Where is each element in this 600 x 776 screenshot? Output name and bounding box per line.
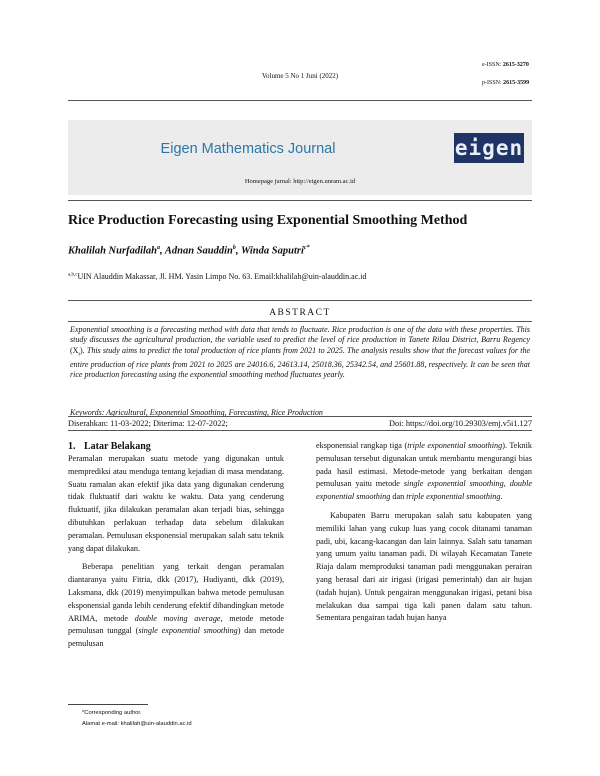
keywords-rule	[68, 416, 532, 417]
abstract-text	[70, 325, 530, 381]
abstract-part: Exponential smoothing is a forecasting method with data that tends to fluctuate. Rice production is one of the data with these properties. This study discusses the agricultural production, the variable used to predict the level of rice production in Tanete Rilau District, Barru Regency	[70, 325, 530, 345]
paragraph	[68, 561, 284, 651]
author-name: Winda Saputri	[240, 245, 304, 257]
keywords: Keywords: Agricultural, Exponential Smoothing, Forecasting, Rice Production	[70, 408, 323, 417]
text-run: Beberapa penelitian yang terkait dengan peramalan diantaranya yaitu Fitria, dkk (2017), Hudiyanti, dkk (2019), Laksmana, dkk (2019) menyimpulkan bahwa metode pemulusan eksponensial ganda lebih cenderung efektif dibandingkan metode ARIMA, metode	[68, 562, 284, 623]
footnote-corresponding: *Corresponding author.	[82, 710, 142, 716]
body-column-left	[68, 440, 284, 651]
text-run-italic: triple exponential smoothing	[407, 441, 503, 450]
eissn-value: 2615-3270	[502, 62, 529, 68]
journal-logo	[454, 133, 524, 163]
author-mark: b	[232, 245, 236, 251]
affiliation	[68, 272, 366, 281]
doi-link[interactable]: Doi: https://doi.org/10.29303/emj.v5i1.127	[389, 419, 532, 428]
footnote-rule	[68, 704, 148, 705]
paragraph	[316, 440, 532, 504]
variable-subscript: t	[78, 351, 80, 358]
text-run: dan	[390, 492, 407, 502]
text-run-italic: double moving average	[134, 613, 221, 623]
header-rule	[68, 100, 532, 101]
text-run: .	[500, 492, 503, 502]
text-run-italic: single exponential smoothing, double exponential smoothing	[316, 479, 532, 502]
logo-text: eigen	[454, 136, 524, 160]
article-title: Rice Production Forecasting using Exponential Smoothing Method	[68, 213, 468, 228]
abstract-heading: ABSTRACT	[269, 308, 331, 318]
author-list	[68, 245, 310, 257]
abstract-heading-rule	[68, 321, 532, 322]
submission-dates: Diserahkan: 11-03-2022; Diterima: 12-07-2022;	[68, 419, 228, 428]
eissn-label: e-ISSN:	[482, 62, 502, 68]
author-separator: ,	[235, 245, 241, 257]
affiliation-mark: a,b,c	[68, 272, 78, 278]
journal-name[interactable]: Eigen Mathematics Journal	[160, 141, 336, 157]
volume-info: Volume 5 No 1 Juni (2022)	[261, 72, 339, 80]
affiliation-text: UIN Alauddin Makassar, Jl. HM. Yasin Limpo No. 63. Email:khalilah@uin-alauddin.ac.id	[77, 272, 367, 281]
dates-rule	[68, 430, 532, 431]
text-run-italic: triple exponential smoothing	[406, 492, 501, 502]
banner-rule	[68, 200, 532, 201]
paragraph: Kabupaten Barru merupakan salah satu kabupaten yang memiliki lahan yang cukup luas yang cocok ditanami tanaman padi, ubi, kacang-kacangan dan lain lainnya. Salah satu tanaman yang umum yaitu tanaman padi. Di wilayah Kecamatan Tanete Riaja dalam memproduksi tanaman padi menggunakan perairan yang berasal dari air irigasi (irigasi pemerintah) dan air hujan (tadah hujan). Untuk pengairan menggunakan irigasi, petani bisa melakukan dua sampai tiga kali panen dalam satu tahun. Sementara pengairan tadah hujan hanya	[316, 510, 532, 623]
text-run: ). Teknik pemulusan tersebut digunakan untuk membantu mengurangi bias pada hasil estimasi. Metode-metode yang berkaitan dengan pemulusan yaitu metode	[316, 441, 532, 489]
abstract-part: . This study aims to predict the total production of rice plants from 2021 to 2025. The analysis results show that the forecast values for the entire production of rice plants from 2021 to 2025 are 24016.6, 24613.14, 25018.36, 25342.54, and 25601.88, respectively. It can be seen that rice production forecasting using the exponential smoothing method fluctuates yearly.	[70, 345, 530, 380]
section-title: Latar Belakang	[84, 441, 151, 452]
abstract-variable	[70, 345, 83, 358]
variable-symbol: (X	[70, 345, 79, 355]
text-run-italic: single exponential smoothing	[138, 626, 238, 636]
section-number: 1.	[68, 441, 76, 452]
author-name: Adnan Sauddin	[164, 245, 233, 257]
variable-close: )	[79, 345, 83, 355]
journal-homepage[interactable]: Homepage jurnal: http://eigen.unram.ac.id	[244, 178, 356, 185]
footnote-email[interactable]: Alamat e-mail: khalilah@uin-alauddin.ac.id	[82, 721, 192, 727]
author-mark: a	[157, 245, 160, 251]
body-column-right	[316, 440, 532, 625]
text-run: ) dan metode pemulusan	[68, 626, 284, 649]
text-run: , metode metode pemulusan tunggal (	[68, 613, 284, 636]
author-separator: ,	[160, 245, 165, 257]
pissn-label: p-ISSN:	[482, 80, 502, 86]
abstract-top-rule	[68, 300, 532, 301]
eissn	[482, 62, 529, 68]
pissn	[482, 80, 529, 86]
journal-banner	[68, 120, 532, 195]
pissn-value: 2615-3599	[503, 80, 530, 86]
section-heading	[68, 440, 284, 453]
paragraph: Peramalan merupakan suatu metode yang digunakan untuk memprediksi atau menduga tentang kejadian di masa mendatang. Suatu ramalan akan efektif jika data yang digunakan cenderung tidak fluktuatif dari waktu ke waktu. Data yang cenderung fluktuatif, jika dilakukan peramalan akan terjadi bias, sehingga dibutuhkan perlakuan terhadap data sebelum dilakukan peramalan. Pemulusan eksponensial merupakan salah satu teknik yang dapat dilakukan.	[68, 454, 284, 553]
author-mark: c*	[303, 245, 310, 251]
author-name: Khalilah Nurfadilah	[68, 245, 157, 257]
text-run: eksponensial rangkap tiga (	[316, 441, 408, 450]
